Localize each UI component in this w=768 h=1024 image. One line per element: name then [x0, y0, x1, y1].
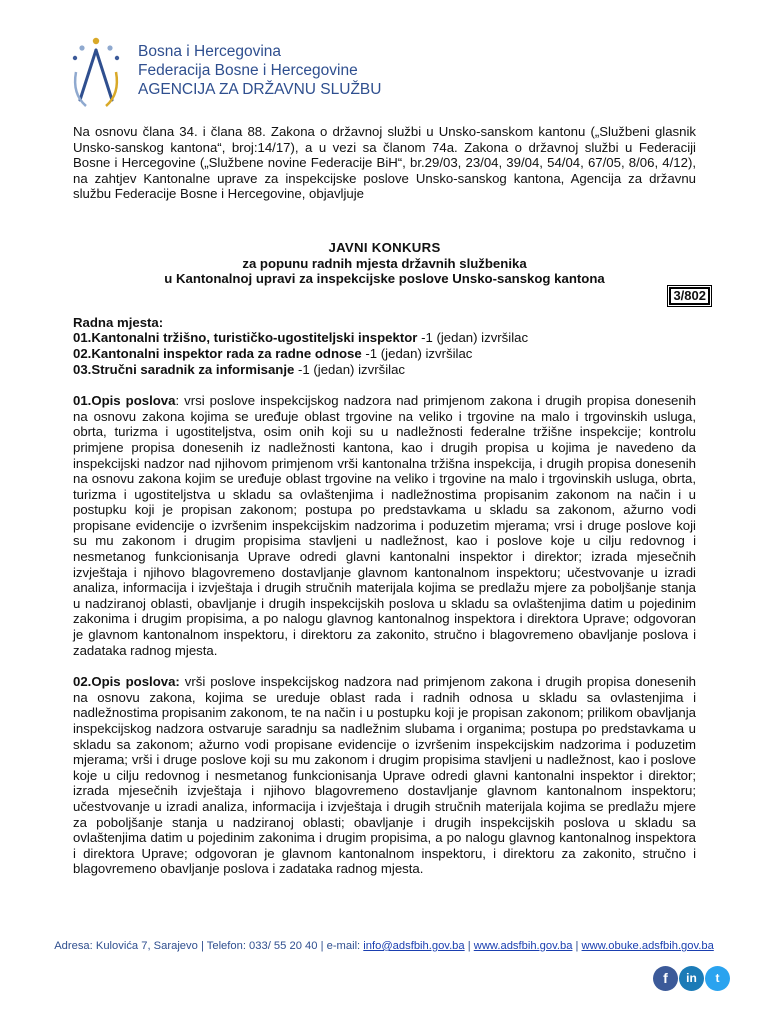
footer-separator: |	[464, 940, 474, 952]
reference-row	[73, 287, 706, 305]
duties-label: 01.Opis poslova	[73, 393, 176, 409]
position-item	[73, 362, 696, 378]
position-item	[73, 346, 696, 362]
email-link[interactable]: info@adsfbih.gov.ba	[363, 940, 465, 952]
footer-address: Adresa: Kulovića 7, Sarajevo | Telefon: 033/ 55 20 40 | e-mail:	[54, 940, 364, 952]
footer-contact	[0, 940, 768, 952]
position-name: 01.Kantonalni tržišno, turističko-ugostiteljski inspektor	[73, 330, 418, 346]
duties-paragraph-01	[73, 393, 696, 658]
footer-separator: |	[572, 940, 582, 952]
duties-text: : vrsi poslove inspekcijskog nadzora nad primjenom zakona i drugih propisa donesenih na osnovu zakona kojima se uređuje oblast trgovine na veliko i trgovine na malo i trgovinskih usluga, obrta, turizma i ugostiteljstva, osim onih koji su u nadležnosti federalne tržišne inspekcije; kontrolu primjene propisa donesenih iz nadležnosti kantona, kao i drugih propisa u kojima je navedeno da inspekcijski nadzor nad njihovom primjenom vrši kantonalna tržišna inspekcija, i drugih propisa donesenih na osnovu zakona kojim se uređuje oblast trgovine na veliko i trgovine na malo i trgovinskih usluga, obrta, turizma i ugostiteljstva u skladu sa ovlaštenjima i nadležnostima propisanim zakonom na način i u postupku koji je propisan zakonom; postupa po predstavkama u skladu sa zakonom, ažurno vodi propisane evidencije o izvršenim inspekcijskim nadzorima i poduzetim mjerama; vrsi i druge poslove koji su mu zakonom i drugim propisima stavljeni u nadležnost, kao i poslove koje u cilju redovnog i nesmetanog funkcionisanja Uprave odredi glavni kantonalni inspektor i direktor; izrada mjesečnih izvještaja i njihovo blagovremeno dostavljanje glavnom kantonalnom inspektoru; učestvovanje u izradi analiza, informacija i izvještaja i drugih stručnih materijala kojima se predlažu mjere za poboljšanje stanja u nadziranoj oblasti, obavljanje i drugih inspekcijskih poslova u skladu sa ovlaštenjima datim u pojedinim zakonima i drugim propisima, a po nalogu glavnog kantonalnog inspektora i direktora Uprave; odgovoran je glavnom kantonalnom inspektoru, i direktoru za zakonito, stručno i blagovremeno obavljanje poslova i zadataka radnog mjesta.	[73, 393, 696, 658]
title-block	[73, 240, 696, 287]
position-count: -1 (jedan) izvršilac	[294, 361, 406, 377]
position-count: -1 (jedan) izvršilac	[417, 330, 529, 346]
org-line-country: Bosna i Hercegovina	[138, 43, 282, 60]
intro-paragraph: Na osnovu člana 34. i člana 88. Zakona o državnoj službi u Unsko-sanskom kantonu („Službeni glasnik Unsko-sanskog kantona“, broj:14/17), a u vezi sa članom 74a. Zakona o državnoj službi u Federaciji Bosne i Hercegovine („Službene novine Federacije BiH“, br.29/03, 23/04, 39/04, 54/04, 67/05, 8/06, 4/12), na zahtjev Kantonalne uprave za inspekcijske poslove Unsko-sanskog kantona, Agencija za državnu službu Federacije Bosne i Hercegovine, objavljuje	[73, 124, 696, 202]
document-subtitle-2: u Kantonalnoj upravi za inspekcijske poslove Unsko-sanskog kantona	[164, 271, 605, 287]
position-name: 03.Stručni saradnik za informisanje	[73, 361, 295, 377]
facebook-icon[interactable]: f	[653, 966, 678, 991]
social-links	[653, 966, 733, 994]
duties-label: 02.Opis poslova:	[73, 674, 180, 690]
duties-paragraph-02	[73, 674, 696, 877]
positions-list	[73, 315, 696, 377]
training-website-link[interactable]: www.obuke.adsfbih.gov.ba	[581, 940, 714, 952]
document-body	[73, 124, 706, 877]
duties-text: vrši poslove inspekcijskog nadzora nad primjenom zakona i drugih propisa donesenih na osnovu zakona, kojima se ureduje oblast rada i radnih odnosa u skladu sa ovlastenjima i nadležnostima propisanim zakonom, te na način i u postupku koji je propisan zakonom; prilikom obavljanja inspekcijskog nadzora ostvaruje saradnju sa nadležnim slubama i organima; postupa po predstavkama u skladu sa zakonom; ažurno vodi propisane evidencije o izvršenim inspekcijskim nadzorima i poduzetim mjerama; vrši i druge poslove koji su mu zakonom i drugim propisima stavljeni u nadležnost, kao i poslove koje u cilju redovnog i nesmetanog funkcionisanja Uprave odredi glavni kantonalni inspektor i direktor; izrada mjesečnih izvještaja i njihovo blagovremeno dostavljanje glavnom kantonalnom inspektoru; učestvovanje u izradi analiza, informacija i izvještaja i drugih stručnih materijala kojima se predlažu mjere za poboljšanje stanja u nadziranoj oblasti; obavljanje i drugih inspekcijskih poslova u skladu sa ovlaštenjima datim u pojedinim zakonima i drugim propisima, a po nalogu glavnog kantonalnog inspektora i direktora Uprave; odgovoran je glavnom kantonalnom inspektoru, i direktoru za zakonito, stručno i blagovremeno obavljanje poslova i zadataka radnog mjesta.	[73, 674, 696, 877]
document-subtitle: za popunu radnih mjesta državnih službenika	[242, 255, 527, 271]
website-link[interactable]: www.adsfbih.gov.ba	[473, 940, 573, 952]
position-item	[73, 330, 696, 346]
org-line-agency: AGENCIJA ZA DRŽAVNU SLUŽBU	[138, 81, 382, 98]
document-title: JAVNI KONKURS	[328, 239, 441, 255]
twitter-icon[interactable]: t	[705, 966, 730, 991]
org-line-federation: Federacija Bosne i Hercegovine	[138, 62, 358, 79]
position-count: -1 (jedan) izvršilac	[361, 345, 473, 361]
linkedin-icon[interactable]: in	[679, 966, 704, 991]
position-name: 02.Kantonalni inspektor rada za radne odnose	[73, 345, 362, 361]
positions-heading: Radna mjesta:	[73, 314, 164, 330]
adsfbih-logo-icon	[70, 34, 132, 114]
reference-number: 3/802	[669, 287, 710, 305]
letterhead	[70, 34, 470, 114]
organization-name	[138, 42, 381, 99]
